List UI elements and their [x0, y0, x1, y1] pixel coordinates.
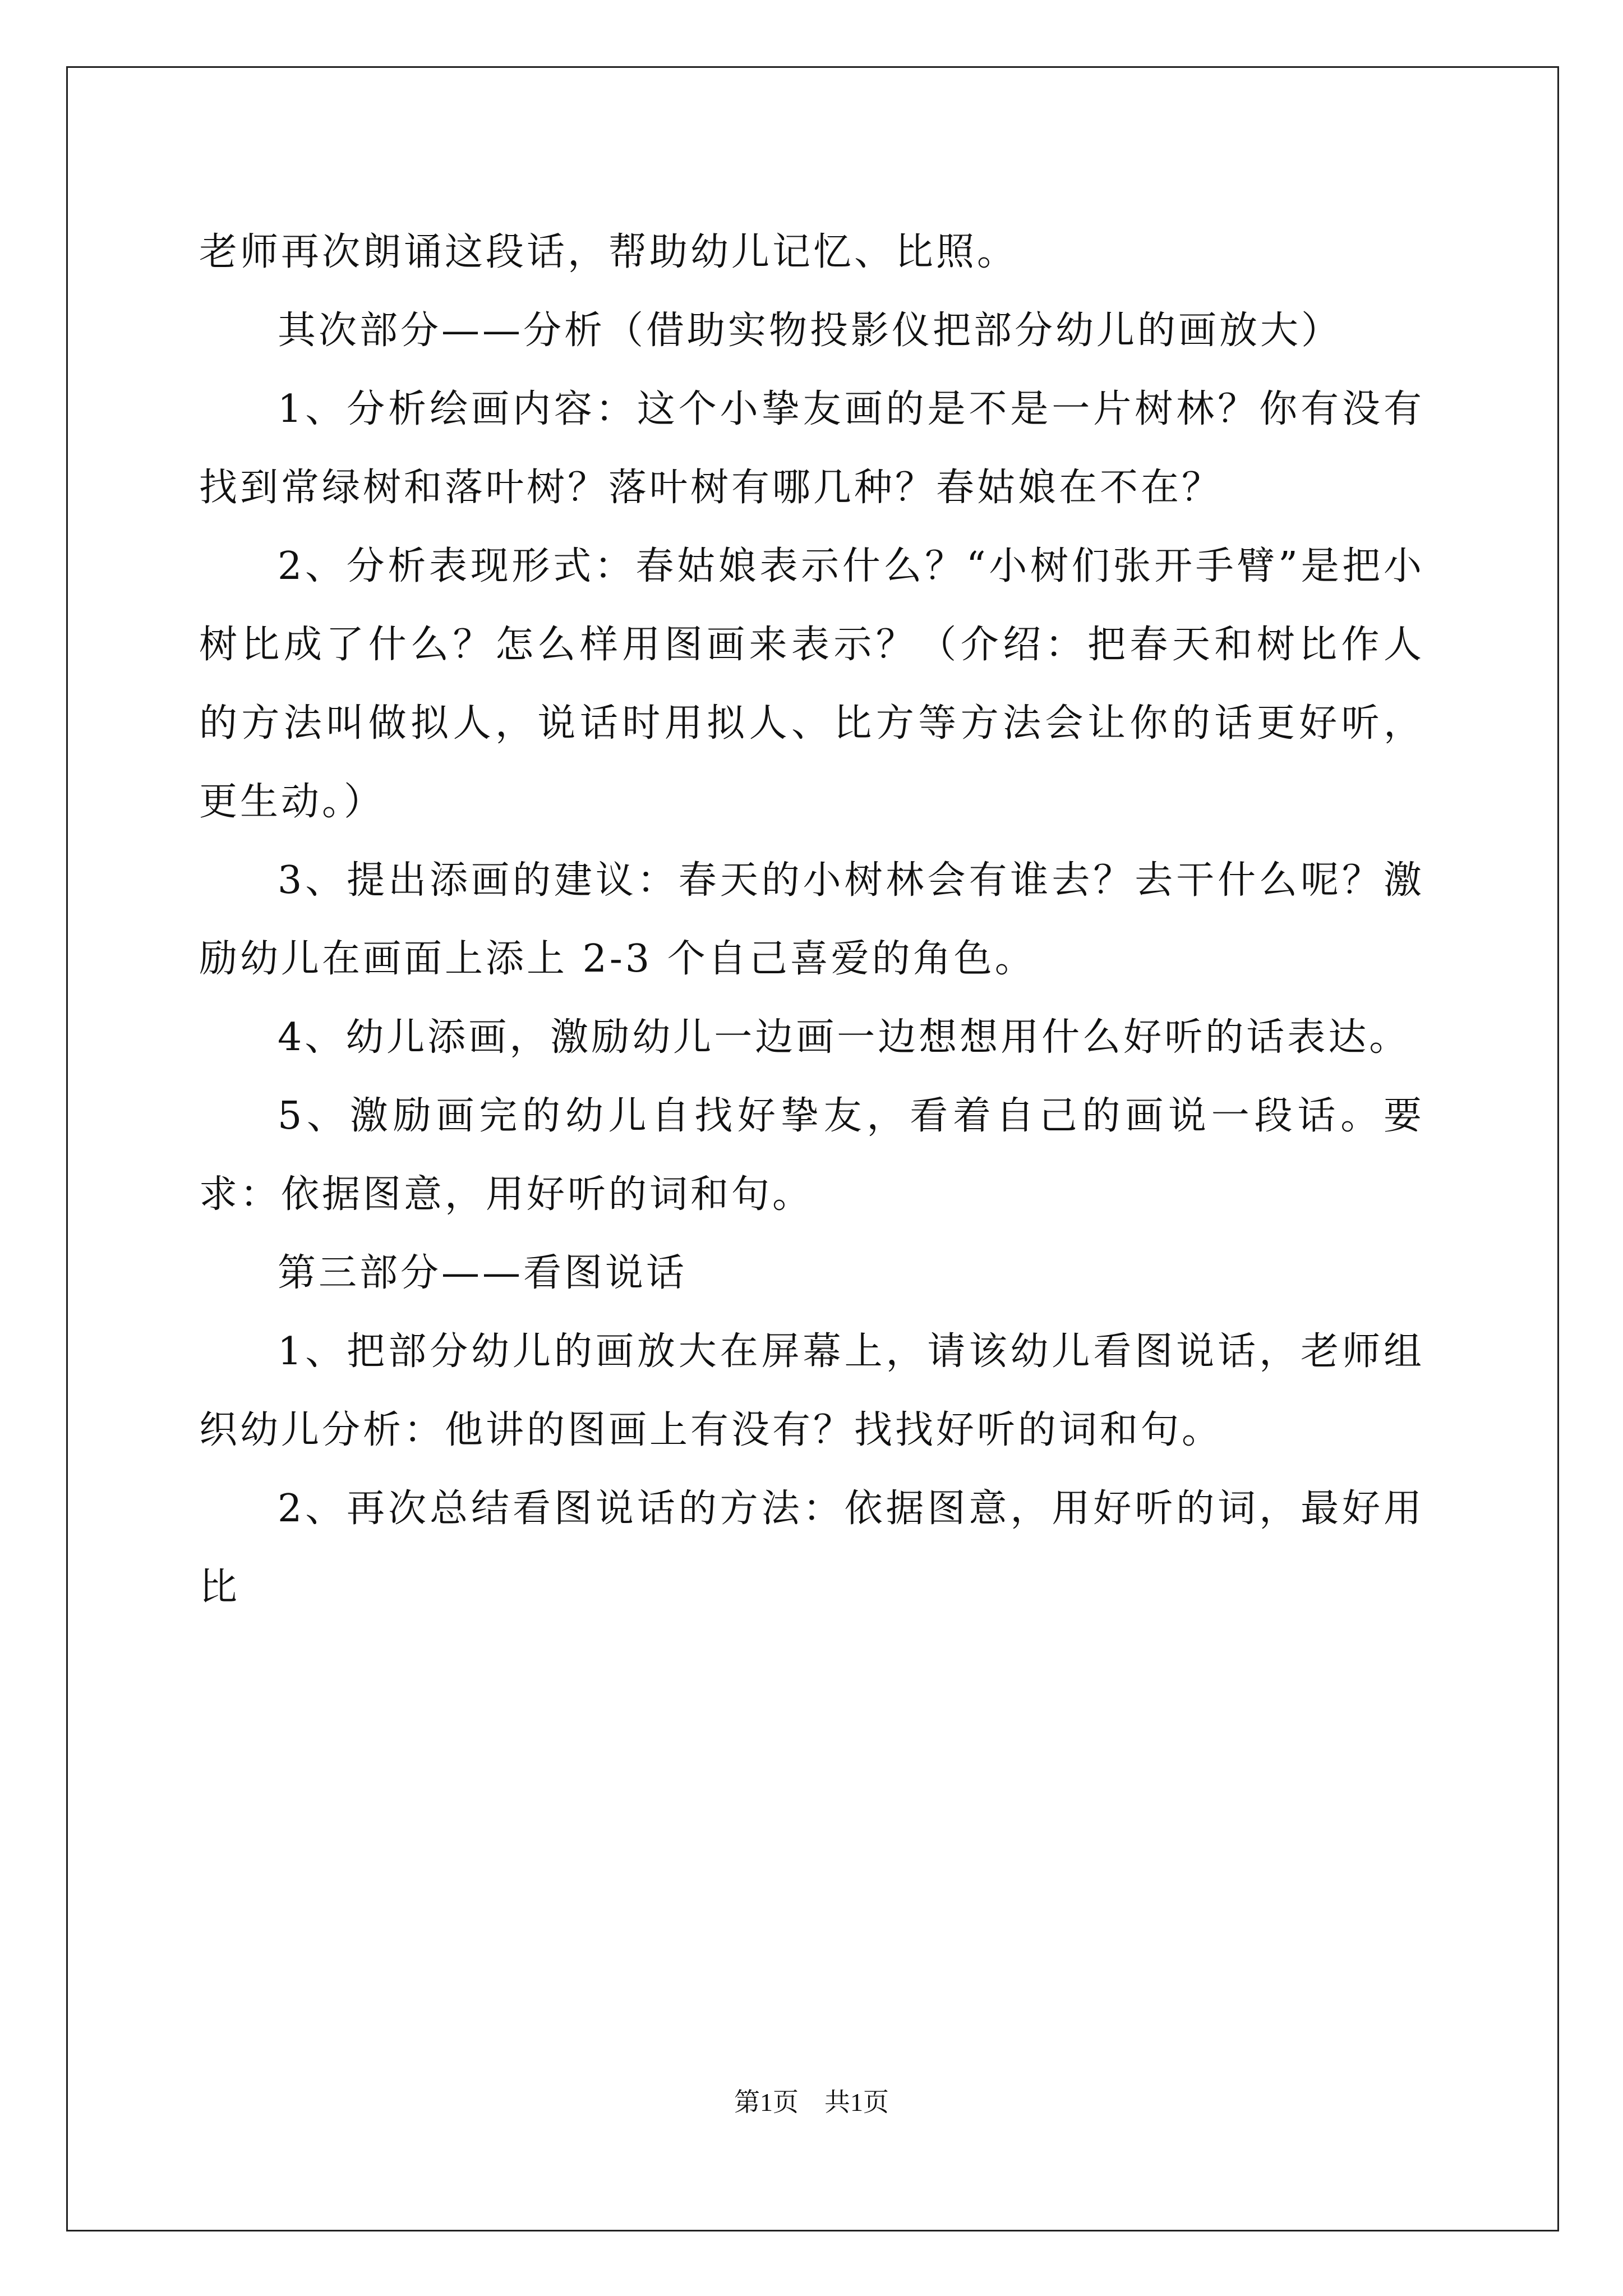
page-number-footer: 第1页 共1页 — [734, 2088, 889, 2116]
paragraph-6: 4、幼儿添画，激励幼儿一边画一边想想用什么好听的话表达。 — [278, 1015, 1410, 1060]
document-body — [199, 213, 1424, 1627]
paragraph-10: 2、再次总结看图说话的方法：依据图意，用好听的词，最好用比 — [199, 1487, 1424, 1609]
paragraph-4: 2、分析表现形式：春姑娘表示什么？“小树们张开手臂”是把小树比成了什么？怎么样用图画来表示？（介绍：把春天和树比作人的方法叫做拟人，说话时用拟人、比方等方法会让你的话更好听，更生动。） — [199, 544, 1424, 824]
paragraph-5: 3、提出添画的建议：春天的小树林会有谁去？去干什么呢？激励幼儿在画面上添上 2-3 个自己喜爱的角色。 — [199, 858, 1424, 981]
section-heading: 第三部分——看图说话 — [278, 1251, 688, 1295]
paragraph-3: 1、分析绘画内容：这个小挚友画的是不是一片树林？你有没有找到常绿树和落叶树？落叶树有哪几种？春姑娘在不在？ — [199, 387, 1424, 510]
paragraph-7: 5、激励画完的幼儿自找好挚友，看着自己的画说一段话。要求：依据图意，用好听的词和句。 — [199, 1094, 1424, 1217]
paragraph-9: 1、把部分幼儿的画放大在屏幕上，请该幼儿看图说话，老师组织幼儿分析：他讲的图画上有没有？找找好听的词和句。 — [199, 1329, 1424, 1452]
paragraph-2: 其次部分——分析（借助实物投影仪把部分幼儿的画放大） — [278, 309, 1343, 353]
paragraph-1: 老师再次朗诵这段话，帮助幼儿记忆、比照。 — [199, 230, 1018, 274]
